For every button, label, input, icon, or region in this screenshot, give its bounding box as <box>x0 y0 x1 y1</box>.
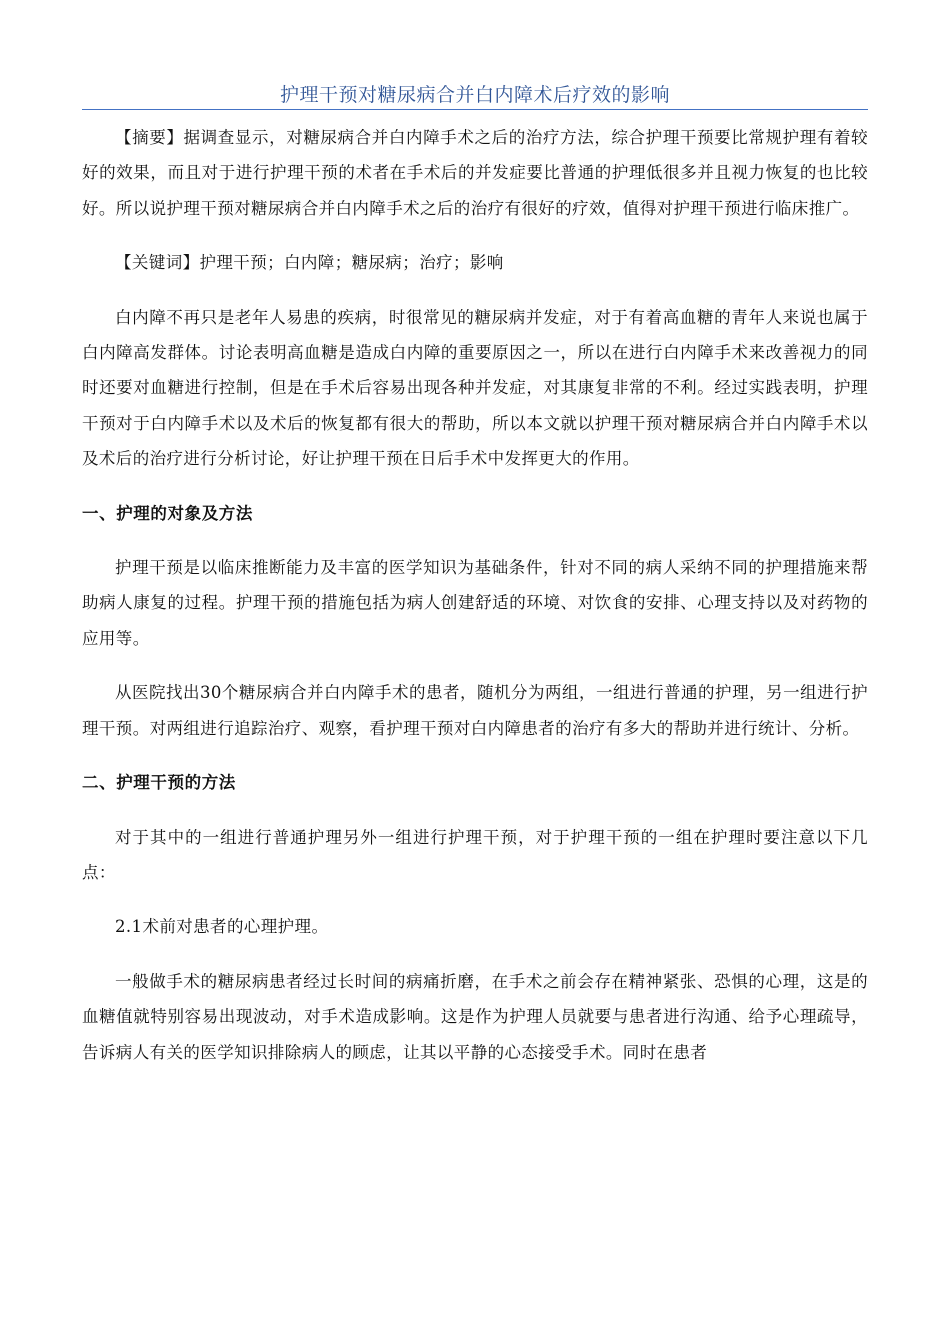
spacer <box>82 746 868 765</box>
spacer <box>82 656 868 675</box>
keywords-label: 【关键词】 <box>115 253 200 273</box>
abstract-paragraph <box>82 120 868 226</box>
section1-paragraph-1: 护理干预是以临床推断能力及丰富的医学知识为基础条件，针对不同的病人采纳不同的护理措施来帮助病人康复的过程。护理干预的措施包括为病人创建舒适的环境、对饮食的安排、心理支持以及对药物的应用等。 <box>82 558 868 648</box>
section1-heading: 一、护理的对象及方法 <box>82 503 253 523</box>
spacer <box>82 281 868 300</box>
section2-subheading: 2.1术前对患者的心理护理。 <box>115 917 329 937</box>
spacer <box>82 531 868 550</box>
keywords-paragraph <box>82 245 868 280</box>
spacer <box>82 477 868 496</box>
spacer <box>82 226 868 245</box>
spacer <box>82 801 868 820</box>
section2-paragraph-1: 对于其中的一组进行普通护理另外一组进行护理干预，对于护理干预的一组在护理时要注意以下几点： <box>82 827 868 882</box>
intro-paragraph: 白内障不再只是老年人易患的疾病，时很常见的糖尿病并发症，对于有着高血糖的青年人来说也属于白内障高发群体。讨论表明高血糖是造成白内障的重要原因之一，所以在进行白内障手术来改善视力的同时还要对血糖进行控制，但是在手术后容易出现各种并发症，对其康复非常的不利。经过实践表明，护理干预对于白内障手术以及术后的恢复都有很大的帮助，所以本文就以护理干预对糖尿病合并白内障手术以及术后的治疗进行分析讨论，好让护理干预在日后手术中发挥更大的作用。 <box>82 307 868 469</box>
abstract-label: 【摘要】 <box>115 128 184 147</box>
section2-paragraph-2: 一般做手术的糖尿病患者经过长时间的病痛折磨，在手术之前会存在精神紧张、恐惧的心理，这是的血糖值就特别容易出现波动，对手术造成影响。这是作为护理人员就要与患者进行沟通、给予心理疏导，告诉病人有关的医学知识排除病人的顾虑，让其以平静的心态接受手术。同时在患者 <box>82 971 868 1062</box>
header-title: 护理干预对糖尿病合并白内障术后疗效的影响 <box>279 84 670 106</box>
spacer <box>82 945 868 964</box>
spacer <box>82 890 868 909</box>
section2-heading: 二、护理干预的方法 <box>82 773 236 793</box>
keywords-text: 护理干预；白内障；糖尿病；治疗；影响 <box>199 253 504 273</box>
section1-paragraph-2: 从医院找出30个糖尿病合并白内障手术的患者，随机分为两组，一组进行普通的护理，另一组进行护理干预。对两组进行追踪治疗、观察，看护理干预对白内障患者的治疗有多大的帮助并进行统计、分析。 <box>82 683 868 738</box>
abstract-text: 据调查显示，对糖尿病合并白内障手术之后的治疗方法，综合护理干预要比常规护理有着较好的效果，而且对于进行护理干预的术者在手术后的并发症要比普通的护理低很多并且视力恢复的也比较好。所以说护理干预对糖尿病合并白内障手术之后的治疗有很好的疗效，值得对护理干预进行临床推广。 <box>82 128 869 218</box>
document-body <box>82 120 868 1070</box>
header-divider <box>82 109 868 110</box>
